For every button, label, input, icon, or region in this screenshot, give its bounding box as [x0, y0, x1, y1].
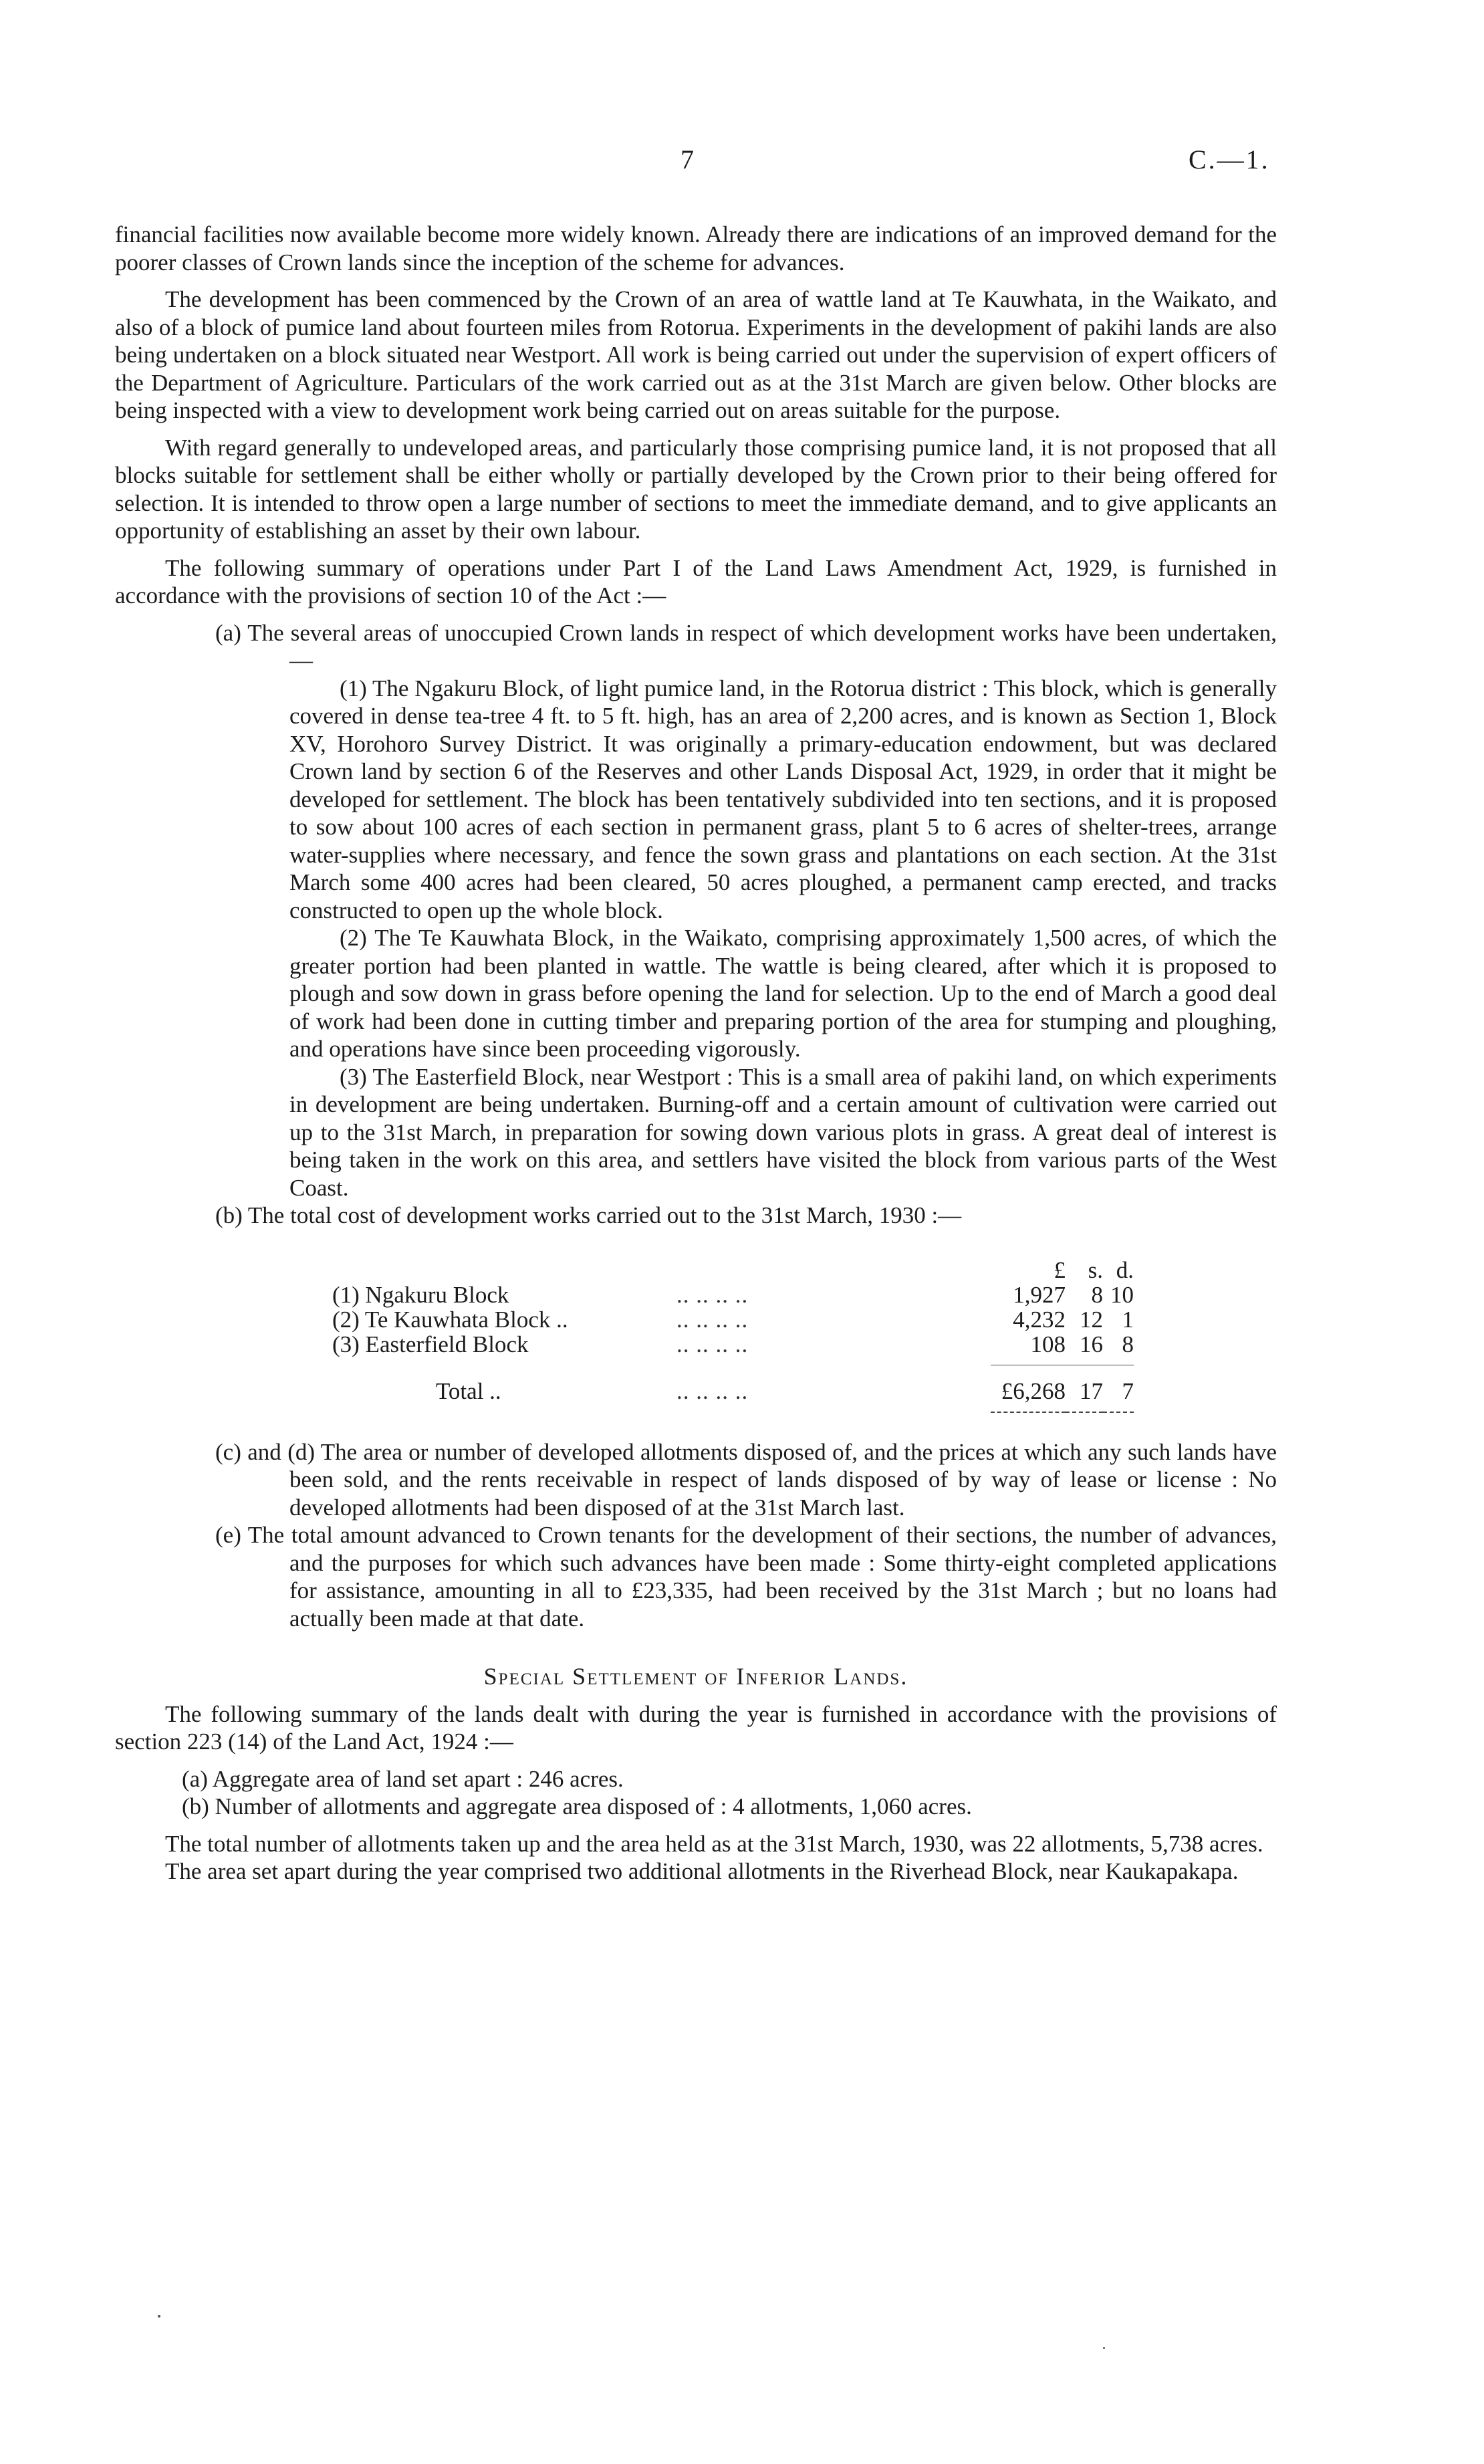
paragraph-special-intro: The following summary of the lands dealt with during the year is furnished in accordance with the provisions of section 223 (14) of the Land Act, 1924 :—: [115, 1700, 1277, 1755]
row-leader: .. .. .. ..: [676, 1331, 749, 1357]
subtotal-rule: [332, 1357, 1134, 1365]
table-spacer: [332, 1365, 1134, 1379]
total-rule: [332, 1404, 1134, 1412]
header-shillings: s.: [1088, 1256, 1103, 1283]
paragraph-total-allotments: The total number of allotments taken up and the area held as at the 31st March, 1930, was 22 allotments, 5,738 acres.: [165, 1830, 1263, 1857]
section-heading-special-settlement: Special Settlement of Inferior Lands.: [483, 1663, 908, 1690]
total-shillings: 17: [1080, 1377, 1103, 1404]
list-item-b: (b) The total cost of development works carried out to the 31st March, 1930 :—: [215, 1202, 962, 1228]
print-speck: [1103, 2347, 1105, 2349]
print-speck: [158, 2315, 160, 2318]
paragraph-summary-of-operations: The following summary of operations under Part I of the Land Laws Amendment Act, 1929, is furnished in accordance with the provisions of section 10 of the Act :—: [115, 554, 1277, 608]
row-leader: .. .. .. ..: [676, 1306, 749, 1333]
row-label: (1) Ngakuru Block: [332, 1281, 509, 1308]
special-item-a: (a) Aggregate area of land set apart : 246 acres.: [182, 1765, 624, 1792]
row-pounds: 108: [1030, 1331, 1066, 1357]
list-subitem-ngakuru: (1) The Ngakuru Block, of light pumice land, in the Rotorua district : This block, which is generally covered in dense tea-tree 4 ft. to 5 ft. high, has an area of 2,200 acres, and is known as Section 1, Block XV, Horohoro Survey District. It was originally a primary-education endowment, but was declared Crown land by section 6 of the Reserves and other Lands Disposal Act, 1929, in order that it might be developed for settlement. The block has been tentatively subdivided into ten sections, and it is proposed to sow about 100 acres of each section in permanent grass, plant 5 to 6 acres of shelter-trees, arrange water-supplies where necessary, and fence the sown grass and plantations on each section. At the 31st March some 400 acres had been cleared, 50 acres ploughed, a permanent camp erected, and tracks constructed to open up the whole block.: [289, 675, 1277, 923]
row-label: (3) Easterfield Block: [332, 1331, 529, 1357]
row-label: (2) Te Kauwhata Block ..: [332, 1306, 568, 1333]
cost-table-row: [332, 1282, 1134, 1307]
cost-table-header: [332, 1258, 1134, 1282]
row-shillings: 16: [1080, 1331, 1103, 1357]
row-shillings: 12: [1080, 1306, 1103, 1333]
page-header: [0, 146, 1484, 186]
row-leader: .. .. .. ..: [676, 1281, 749, 1308]
total-leader: .. .. .. ..: [676, 1377, 749, 1404]
row-pence: 10: [1110, 1281, 1134, 1308]
header-pounds: £: [1054, 1256, 1066, 1283]
list-item-c-d: (c) and (d) The area or number of developed allotments disposed of, and the prices at which any such lands have been sold, and the rents receivable in respect of lands disposed of by way of lease or license : No developed allotments had been disposed of at the 31st March last.: [215, 1438, 1277, 1521]
total-label: Total ..: [436, 1377, 501, 1404]
paragraph-financial-facilities: financial facilities now available become more widely known. Already there are indications of an improved demand for the poorer classes of Crown lands since the inception of the scheme for advances.: [115, 221, 1277, 275]
list-subitem-easterfield: (3) The Easterfield Block, near Westport : This is a small area of pakihi land, on which experiments in development are being undertaken. Burning-off and a certain amount of cultivation were carried out up to the 31st March, in preparation for sowing down various plots in grass. A great deal of interest is being taken in the work on this area, and settlers have visited the block from various parts of the West Coast.: [289, 1063, 1277, 1201]
total-pence: 7: [1122, 1377, 1134, 1404]
list-item-e: (e) The total amount advanced to Crown tenants for the development of their sections, the number of advances, and the purposes for which such advances have been made : Some thirty-eight completed applications for assistance, amounting in all to £23,335, had been received by the 31st March ; but no loans had actually been made at that date.: [215, 1522, 1277, 1632]
cost-table-total-row: [332, 1379, 1134, 1404]
row-pence: 8: [1122, 1331, 1134, 1357]
list-subitem-te-kauwhata: (2) The Te Kauwhata Block, in the Waikato, comprising approximately 1,500 acres, of which the greater portion had been planted in wattle. The wattle is being cleared, after which it is proposed to plough and sow down in grass before opening the land for selection. Up to the end of March a good deal of work had been done in cutting timber and preparing portion of the area for stumping and ploughing, and operations have since been proceeding vigorously.: [289, 925, 1277, 1062]
total-pounds: £6,268: [1001, 1377, 1066, 1404]
document-body: [115, 221, 1277, 1886]
paragraph-area-set-apart: The area set apart during the year comprised two additional allotments in the Riverhead Block, near Kaukapakapa.: [165, 1858, 1239, 1884]
row-pence: 1: [1122, 1306, 1134, 1333]
document-reference: C.—1.: [1189, 144, 1270, 175]
list-item-a: (a) The several areas of unoccupied Crown lands in respect of which development works have been undertaken,—: [215, 619, 1277, 673]
cost-table: [332, 1258, 1134, 1413]
cost-table-row: [332, 1332, 1134, 1357]
header-pence: d.: [1116, 1256, 1134, 1283]
row-pounds: 1,927: [1013, 1281, 1066, 1308]
special-item-b: (b) Number of allotments and aggregate area disposed of : 4 allotments, 1,060 acres.: [182, 1793, 972, 1819]
page-number: 7: [681, 144, 694, 175]
cost-table-row: [332, 1307, 1134, 1332]
paragraph-undeveloped-areas: With regard generally to undeveloped areas, and particularly those comprising pumice land, it is not proposed that all blocks suitable for settlement shall be either wholly or partially developed by the Crown prior to their being offered for selection. It is intended to throw open a large number of sections to meet the immediate demand, and to give applicants an opportunity of establishing an asset by their own labour.: [115, 434, 1277, 544]
row-shillings: 8: [1091, 1281, 1103, 1308]
row-pounds: 4,232: [1013, 1306, 1066, 1333]
paragraph-development-commenced: The development has been commenced by the Crown of an area of wattle land at Te Kauwhata, in the Waikato, and also of a block of pumice land about fourteen miles from Rotorua. Experiments in the development of pakihi lands are also being undertaken on a block situated near Westport. All work is being carried out under the supervision of expert officers of the Department of Agriculture. Particulars of the work carried out as at the 31st March are given below. Other blocks are being inspected with a view to development work being carried out on areas suitable for the purpose.: [115, 286, 1277, 423]
